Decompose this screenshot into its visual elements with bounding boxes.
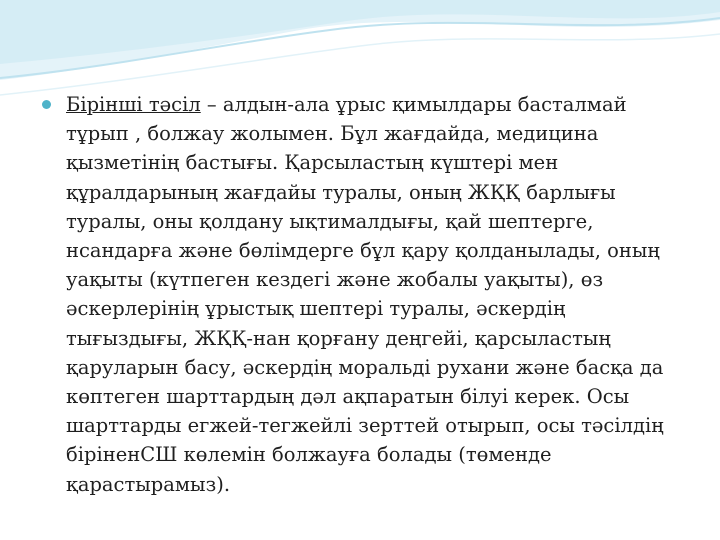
bullet-item bbox=[42, 90, 692, 499]
bullet-term: Бірінші тәсіл bbox=[66, 93, 201, 116]
bullet-dot-icon bbox=[42, 100, 51, 109]
slide-body bbox=[42, 90, 692, 499]
bullet-text: – алдын-ала ұрыс қимылдары басталмай тұрып , болжау жолымен. Бұл жағдайда, медицина қызметінің бастығы. Қарсыластың күштері мен құралдарының жағдайы туралы, оның ЖҚҚ барлығы туралы, оны қолдану ықтималдығы, қай шептерге, нсандарға және бөлімдерге бұл қару қолданылады, оның уақыты (күтпеген кездегі және жобалы уақыты), өз әскерлерінің ұрыстық шептері туралы, әскердің тығыздығы, ЖҚҚ-нан қорғану деңгейі, қарсыластың қаруларын басу, әскердің моральді рухани және басқа да көптеген шарттардың дәл ақпаратын білуі керек. Осы шарттарды егжей-тегжейлі зерттей отырып, осы тәсілдің біріненСШ көлемін болжауға болады (төменде қарастырамыз). bbox=[66, 93, 664, 496]
